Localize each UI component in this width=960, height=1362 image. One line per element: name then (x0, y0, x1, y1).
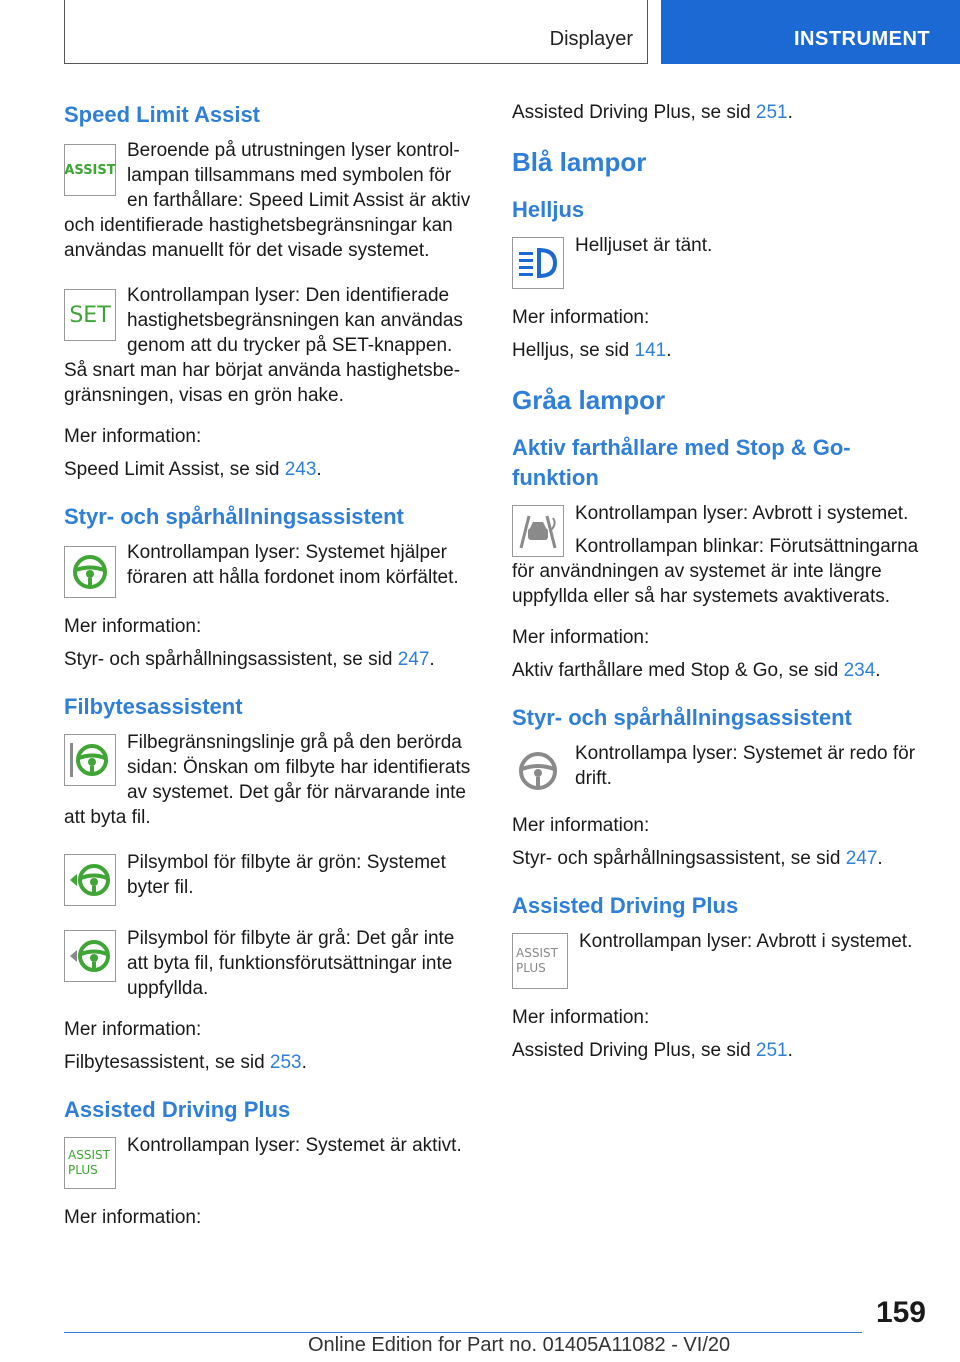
lane-change-line-icon (64, 734, 116, 786)
assist-plus-gray-icon (512, 933, 568, 989)
blue-lamps-heading: Blå lampor (512, 147, 647, 177)
assisted-driving-plus-gray-heading: Assisted Driving Plus (512, 893, 739, 918)
lka-gray-page-link[interactable]: 247 (845, 848, 878, 869)
lca-entry-1 (64, 730, 476, 830)
acc-ref-text: Aktiv farthållare med Stop & Go, se sid (512, 660, 844, 681)
lca-page-link[interactable]: 253 (269, 1052, 302, 1073)
adp-more-info: Mer information: (64, 1207, 202, 1228)
lane-keeping-gray-heading: Styr- och spårhållningsassistent (512, 705, 852, 730)
steering-wheel-green-icon (64, 546, 116, 598)
footer-edition: Online Edition for Part no. 01405A11082 - VI/20 (308, 1334, 731, 1356)
lka-gray-reference: Styr- och spårhållningsassistent, se sid 247. (512, 848, 883, 869)
lca-entry-3 (64, 926, 476, 1001)
hb-text: Helljuset är tänt. (575, 235, 713, 256)
assist-plus-line2: PLUS (68, 1163, 98, 1177)
cont-ref-text: Assisted Driving Plus, se sid (512, 102, 756, 123)
sla-page-link[interactable]: 243 (284, 459, 317, 480)
set-icon-label: SET (69, 302, 111, 328)
speed-limit-assist-heading: Speed Limit Assist (64, 102, 261, 127)
adp-gray-more-info: Mer information: (512, 1007, 650, 1028)
adp-gray-text: Kontrollampan lyser: Avbrott i systemet. (579, 931, 913, 952)
lane-keeping-heading: Styr- och spårhållningsassistent (64, 504, 404, 529)
lka-page-link[interactable]: 247 (397, 649, 430, 670)
acc-entry (512, 501, 924, 609)
lka-gray-text: Kontrollampa lyser: Systemet är redo för drift. (575, 743, 916, 789)
acc-reference: Aktiv farthållare med Stop & Go, se sid 234. (512, 660, 881, 681)
lka-text: Kontrollampan lyser: Systemet hjälper föraren att hålla fordonet inom körfältet. (127, 542, 459, 588)
lca-reference: Filbytesassistent, se sid 253. (64, 1052, 307, 1073)
sla-entry-1 (64, 138, 476, 263)
assist-icon-label: ASSIST (64, 162, 116, 178)
left-column (64, 100, 476, 1230)
header-section-label: Displayer (549, 28, 633, 50)
acc-text-2: Kontrollampan blinkar: Förutsättningarna för användningen av systemet är inte längre uppfyllda eller så har systemets avaktiverats. (512, 536, 919, 607)
acc-more-info: Mer information: (512, 627, 650, 648)
sla-entry-2 (64, 283, 476, 408)
right-column (512, 100, 924, 1063)
assist-plus-gray-line2: PLUS (516, 961, 546, 975)
hb-entry (512, 233, 924, 289)
assist-icon (64, 144, 116, 196)
lka-gray-entry (512, 741, 924, 797)
sla-text-2: Kontrollampan lyser: Den identifierade hastighetsbegränsningen kan användas genom att du trycker på SET-knappen. Så snart man har börjat använda hastighetsbegränsningen, visas en grön hake. (64, 285, 463, 406)
high-beam-heading: Helljus (512, 197, 585, 222)
gray-lamps-heading: Gråa lampor (512, 385, 666, 415)
adp-gray-page-link[interactable]: 251 (755, 1040, 788, 1061)
high-beam-icon (512, 237, 564, 289)
adp-gray-entry (512, 929, 924, 989)
adp-gray-ref-text: Assisted Driving Plus, se sid (512, 1040, 756, 1061)
hb-reference: Helljus, se sid 141. (512, 340, 672, 361)
lane-change-arrow-green-icon (64, 854, 116, 906)
lka-gray-more-info: Mer information: (512, 815, 650, 836)
lka-gray-ref-text: Styr- och spårhållningsassistent, se sid (512, 848, 846, 869)
assist-plus-gray-line1: ASSIST (516, 946, 558, 960)
adp-text: Kontrollampan lyser: Systemet är aktivt. (127, 1135, 462, 1156)
adp-continued-reference: Assisted Driving Plus, se sid 251. (512, 102, 793, 123)
acc-gray-icon (512, 505, 564, 557)
lca-text-1: Filbegränsningslinje grå på den berörda sidan: Önskan om filbyte har identifierats av systemet. Det går för närvarande inte att byta fil. (64, 732, 471, 828)
footer-divider (64, 1332, 862, 1333)
lane-change-heading: Filbytesassistent (64, 694, 243, 719)
assist-plus-green-icon (64, 1137, 116, 1189)
adp-entry (64, 1133, 476, 1189)
assist-plus-line1: ASSIST (68, 1148, 110, 1162)
header-chapter-label: INSTRUMENT (794, 28, 931, 50)
header-section-box (64, 0, 648, 64)
cont-page-link[interactable]: 251 (755, 102, 788, 123)
lca-ref-text: Filbytesassistent, se sid (64, 1052, 270, 1073)
hb-page-link[interactable]: 141 (634, 340, 667, 361)
sla-reference: Speed Limit Assist, se sid 243. (64, 459, 322, 480)
acc-text-1: Kontrollampan lyser: Avbrott i systemet. (575, 503, 909, 524)
page-number: 159 (875, 1296, 926, 1329)
sla-text-1: Beroende på utrustningen lyser kontrollampan tillsammans med symbolen för en farthållare: Speed Limit Assist är aktiv och identifierade hastighetsbegränsningar kan användas manuellt för det visade systemet. (64, 140, 471, 261)
hb-ref-text: Helljus, se sid (512, 340, 635, 361)
sla-ref-text: Speed Limit Assist, se sid (64, 459, 285, 480)
lca-entry-2 (64, 850, 476, 906)
acc-page-link[interactable]: 234 (843, 660, 876, 681)
acc-heading: Aktiv farthållare med Stop & Go-funktion (512, 435, 851, 490)
lka-reference: Styr- och spårhållningsassistent, se sid 247. (64, 649, 435, 670)
lka-entry (64, 540, 476, 598)
lka-more-info: Mer information: (64, 616, 202, 637)
steering-wheel-gray-icon (512, 745, 564, 797)
header-chapter-tab[interactable] (661, 0, 960, 64)
assisted-driving-plus-heading: Assisted Driving Plus (64, 1097, 291, 1122)
sla-more-info: Mer information: (64, 426, 202, 447)
adp-gray-reference: Assisted Driving Plus, se sid 251. (512, 1040, 793, 1061)
lca-text-2: Pilsymbol för filbyte är grön: Systemet byter fil. (127, 852, 446, 898)
set-icon (64, 289, 116, 341)
lca-more-info: Mer information: (64, 1019, 202, 1040)
hb-more-info: Mer information: (512, 307, 650, 328)
lane-change-arrow-gray-icon (64, 930, 116, 982)
lca-text-3: Pilsymbol för filbyte är grå: Det går inte att byta fil, funktionsförutsättningar inte uppfyllda. (127, 928, 455, 999)
lka-ref-text: Styr- och spårhållningsassistent, se sid (64, 649, 398, 670)
